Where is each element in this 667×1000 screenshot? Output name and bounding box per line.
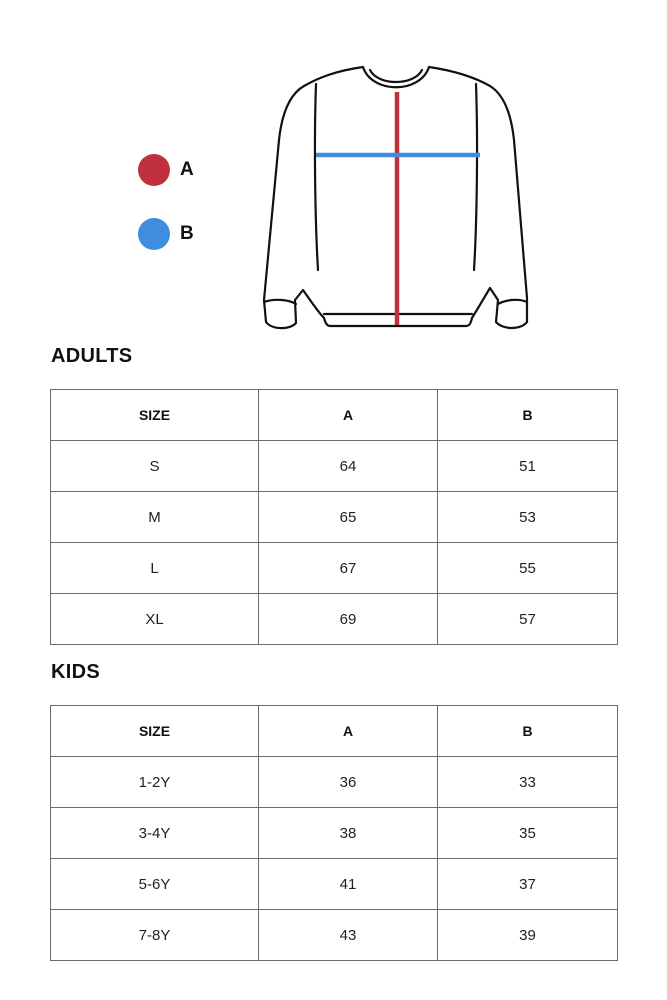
kids-section-title: KIDS xyxy=(51,661,100,683)
sweatshirt-right-armhole-seam xyxy=(474,84,477,270)
measure-b-cell: 51 xyxy=(438,441,618,492)
table-header-row xyxy=(51,390,618,441)
size-cell: L xyxy=(51,543,259,594)
table-row xyxy=(51,543,618,594)
legend-label-a: A xyxy=(180,159,194,180)
measure-b-cell: 37 xyxy=(438,859,618,910)
table-row xyxy=(51,492,618,543)
table-row xyxy=(51,859,618,910)
measure-a-cell: 67 xyxy=(259,543,438,594)
measure-a-cell: 41 xyxy=(259,859,438,910)
column-header-a: A xyxy=(259,390,438,441)
table-row xyxy=(51,594,618,645)
measure-a-cell: 65 xyxy=(259,492,438,543)
table-row xyxy=(51,808,618,859)
size-cell: 5-6Y xyxy=(51,859,259,910)
legend-label-b: B xyxy=(180,223,194,244)
size-cell: 1-2Y xyxy=(51,757,259,808)
measure-b-cell: 33 xyxy=(438,757,618,808)
adults-section-title: ADULTS xyxy=(51,345,133,367)
sweatshirt-collar-outer xyxy=(363,67,429,87)
size-cell: 3-4Y xyxy=(51,808,259,859)
measure-a-cell: 69 xyxy=(259,594,438,645)
measure-b-cell: 55 xyxy=(438,543,618,594)
table-row xyxy=(51,757,618,808)
measure-b-cell: 35 xyxy=(438,808,618,859)
size-cell: XL xyxy=(51,594,259,645)
table-row xyxy=(51,441,618,492)
measure-b-cell: 39 xyxy=(438,910,618,961)
adults-size-table xyxy=(50,389,618,645)
measure-a-cell: 43 xyxy=(259,910,438,961)
sweatshirt-collar-inner xyxy=(370,70,422,82)
sweatshirt-right-cuff xyxy=(498,300,527,304)
table-header-row xyxy=(51,706,618,757)
sweatshirt-left-cuff xyxy=(264,300,296,304)
kids-size-table xyxy=(50,705,618,961)
column-header-size: SIZE xyxy=(51,706,259,757)
column-header-b: B xyxy=(438,706,618,757)
table-row xyxy=(51,910,618,961)
size-cell: M xyxy=(51,492,259,543)
column-header-b: B xyxy=(438,390,618,441)
size-cell: 7-8Y xyxy=(51,910,259,961)
size-cell: S xyxy=(51,441,259,492)
column-header-size: SIZE xyxy=(51,390,259,441)
measure-b-cell: 53 xyxy=(438,492,618,543)
measure-a-cell: 38 xyxy=(259,808,438,859)
measure-b-cell: 57 xyxy=(438,594,618,645)
column-header-a: A xyxy=(259,706,438,757)
measure-a-cell: 36 xyxy=(259,757,438,808)
sweatshirt-icon xyxy=(0,0,667,340)
measure-a-cell: 64 xyxy=(259,441,438,492)
sweatshirt-left-armhole-seam xyxy=(315,84,318,270)
